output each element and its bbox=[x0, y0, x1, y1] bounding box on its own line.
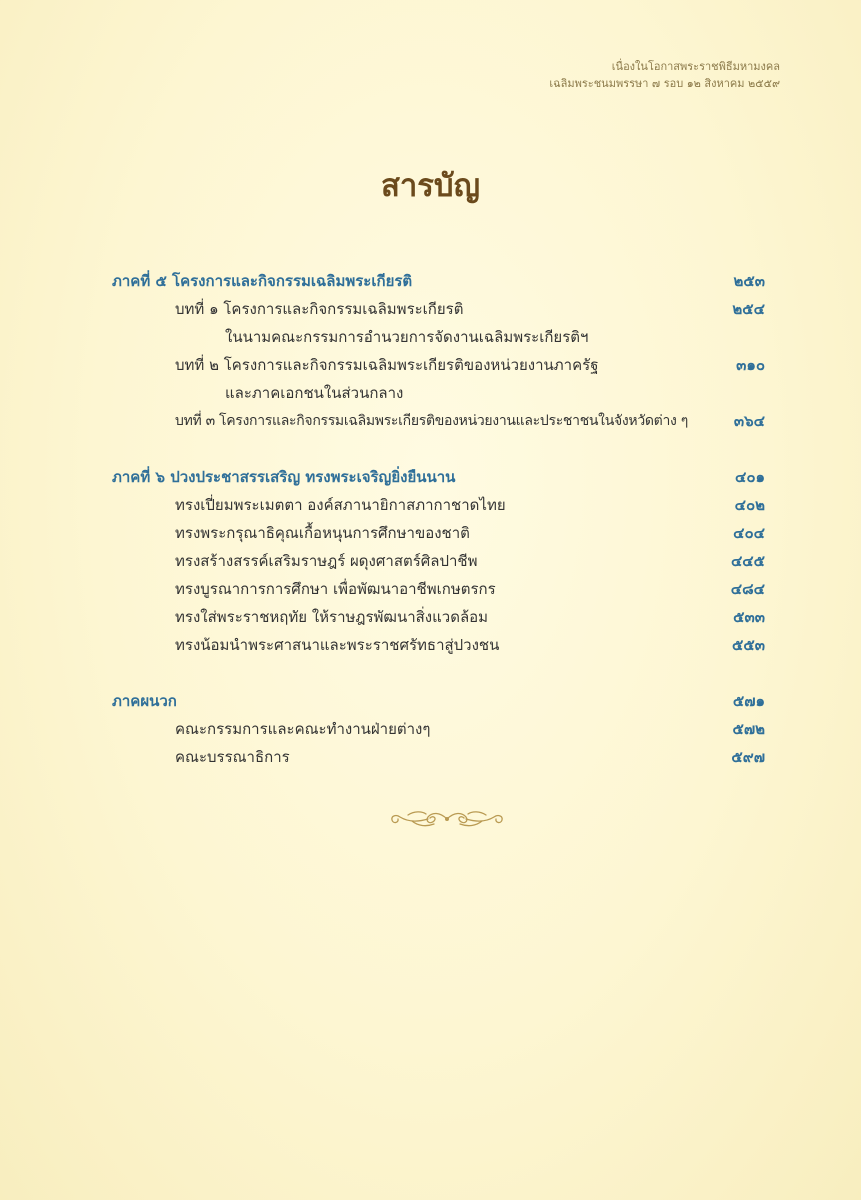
toc-page-number: ๒๕๓ bbox=[733, 272, 765, 290]
toc-entry-label: ภาคที่ ๕ โครงการและกิจกรรมเฉลิมพระเกียรติ bbox=[112, 272, 413, 290]
toc-page-number: ๓๖๔ bbox=[733, 412, 765, 430]
toc-entry[interactable] bbox=[0, 603, 861, 631]
toc-page-number: ๔๐๔ bbox=[733, 524, 765, 542]
toc-page-number: ๕๗๒ bbox=[732, 720, 765, 738]
toc-page-number: ๔๘๔ bbox=[730, 580, 765, 598]
toc-section-5[interactable] bbox=[0, 267, 861, 295]
toc-entry-label: ทรงเปี่ยมพระเมตตา องค์สภานายิกาสภากาชาดไทย bbox=[175, 496, 506, 514]
toc-entry-label: บทที่ ๓ โครงการและกิจกรรมเฉลิมพระเกียรติของหน่วยงานและประชาชนในจังหวัดต่าง ๆ bbox=[175, 413, 688, 429]
toc-section-6[interactable] bbox=[0, 463, 861, 491]
toc-entry-label: ในนามคณะกรรมการอำนวยการจัดงานเฉลิมพระเกียรติฯ bbox=[225, 328, 589, 346]
toc-chapter-3[interactable] bbox=[0, 407, 861, 435]
toc-page-number: ๔๐๑ bbox=[734, 468, 765, 486]
toc-chapter-2[interactable] bbox=[0, 351, 861, 379]
toc-entry-label: ภาคผนวก bbox=[112, 692, 177, 710]
toc-entry-label: บทที่ ๒ โครงการและกิจกรรมเฉลิมพระเกียรติของหน่วยงานภาครัฐ bbox=[175, 356, 599, 374]
header-note-line-1: เนื่องในโอกาสพระราชพิธีมหามงคล bbox=[611, 60, 780, 73]
toc-page-number: ๓๑๐ bbox=[736, 356, 765, 374]
toc-page-number: ๔๐๒ bbox=[734, 496, 765, 514]
toc-chapter-1[interactable] bbox=[0, 295, 861, 323]
toc-entry-label: ทรงบูรณาการการศึกษา เพื่อพัฒนาอาชีพเกษตรกร bbox=[175, 580, 496, 598]
toc-entry[interactable] bbox=[0, 575, 861, 603]
toc-entry-label: บทที่ ๑ โครงการและกิจกรรมเฉลิมพระเกียรติ bbox=[175, 300, 464, 318]
toc-page-number: ๕๗๑ bbox=[732, 692, 765, 710]
toc-entry-label: ทรงสร้างสรรค์เสริมราษฎร์ ผดุงศาสตร์ศิลปาชีพ bbox=[175, 552, 478, 570]
page-title: สารบัญ bbox=[380, 168, 481, 204]
toc-entry[interactable] bbox=[0, 743, 861, 771]
toc-page-number: ๕๕๓ bbox=[732, 636, 765, 654]
toc-page-number: ๕๓๓ bbox=[733, 608, 765, 626]
toc-page-number: ๔๔๕ bbox=[730, 552, 765, 570]
toc-entry[interactable] bbox=[0, 631, 861, 659]
toc-entry-label: ทรงใส่พระราชหฤทัย ให้ราษฎรพัฒนาสิ่งแวดล้อม bbox=[175, 608, 489, 626]
toc-entry-label: คณะบรรณาธิการ bbox=[175, 748, 290, 766]
toc-page-number: ๕๙๗ bbox=[731, 748, 765, 766]
toc-entry[interactable] bbox=[0, 715, 861, 743]
toc-chapter-1-continued bbox=[0, 323, 861, 351]
toc-entry-label: ภาคที่ ๖ ปวงประชาสรรเสริญ ทรงพระเจริญยิ่งยืนนาน bbox=[112, 468, 456, 486]
toc-entry-label: ทรงพระกรุณาธิคุณเกื้อหนุนการศึกษาของชาติ bbox=[175, 524, 470, 542]
toc-entry-label: ทรงน้อมนำพระศาสนาและพระราชศรัทธาสู่ปวงชน bbox=[175, 636, 500, 654]
header-note-line-2: เฉลิมพระชนมพรรษา ๗ รอบ ๑๒ สิงหาคม ๒๕๕๙ bbox=[549, 77, 780, 90]
toc-page-number: ๒๕๔ bbox=[732, 300, 765, 318]
toc-entry[interactable] bbox=[0, 519, 861, 547]
toc-chapter-2-continued bbox=[0, 379, 861, 407]
toc-entry[interactable] bbox=[0, 547, 861, 575]
toc-entry-label: คณะกรรมการและคณะทำงานฝ่ายต่างๆ bbox=[175, 720, 431, 738]
toc-entry[interactable] bbox=[0, 491, 861, 519]
flourish-ornament-icon bbox=[388, 806, 506, 832]
toc-section-appendix[interactable] bbox=[0, 687, 861, 715]
toc-entry-label: และภาคเอกชนในส่วนกลาง bbox=[225, 384, 404, 402]
